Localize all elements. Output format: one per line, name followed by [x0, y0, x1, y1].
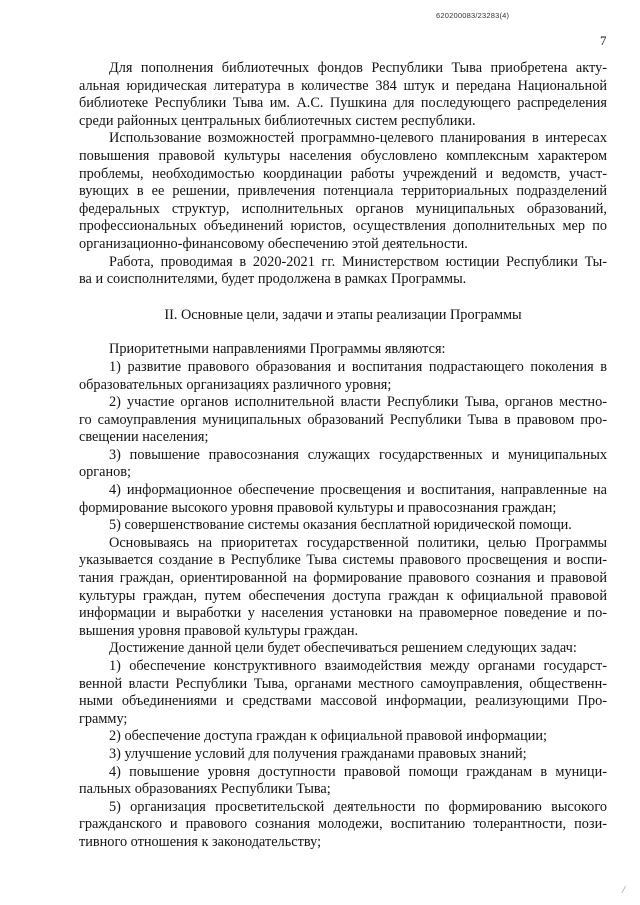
text-line: 1) развитие правового образования и воспитания подрастающего поколения в	[109, 358, 607, 375]
page-number: 7	[600, 33, 607, 48]
text-line: органов;	[79, 464, 132, 481]
main-section	[79, 341, 607, 851]
document-body	[79, 60, 607, 852]
text-line: 5) организация просветительской деятельности по формированию высокого	[109, 798, 607, 815]
text-line: Достижение данной цели будет обеспечиваться решением следующих задач:	[109, 640, 577, 657]
paragraph	[79, 254, 607, 289]
text-line: 3) улучшение условий для получения гражданами правовых знаний;	[109, 745, 527, 762]
text-line: альная юридическая литература в количестве 384 штук и передана Национальной	[79, 77, 607, 94]
text-line: среди районных центральных библиотечных систем республики.	[79, 112, 476, 129]
paragraph	[79, 60, 607, 130]
text-line: венной власти Республики Тыва, органами местного самоуправления, общественн-	[79, 675, 607, 692]
text-line: повышения правовой культуры населения обусловлено комплексным характером	[79, 147, 607, 164]
text-line: 4) повышение уровня доступности правовой помощи гражданам в муници-	[109, 763, 607, 780]
paragraph	[79, 640, 607, 658]
text-line: библиотеке Республики Тыва им. А.С. Пушкина для последующего распределения	[79, 95, 607, 112]
text-line: профессиональных объединений юристов, осуществления дополнительных мер по	[79, 218, 607, 235]
text-line: образовательных организациях различного уровня;	[79, 376, 392, 393]
text-line: организационно-финансовому обеспечению этой деятельности.	[79, 235, 468, 252]
text-line: 4) информационное обеспечение просвещения и воспитания, направленные на	[109, 482, 607, 499]
text-line: свещении населения;	[79, 429, 209, 446]
text-line: ва и соисполнителями, будет продолжена в рамках Программы.	[79, 271, 467, 288]
text-line: федеральных структур, исполнительных органов муниципальных образований,	[79, 200, 607, 217]
paragraph	[79, 746, 607, 764]
paragraph	[79, 517, 607, 535]
paragraph	[79, 799, 607, 852]
text-line: формирование высокого уровня правовой культуры и правосознания граждан;	[79, 499, 557, 516]
text-line: 2) обеспечение доступа граждан к официальной правовой информации;	[109, 728, 548, 745]
text-line: пальных образованиях Республики Тыва;	[79, 781, 331, 798]
paragraph	[79, 359, 607, 394]
text-line: тания граждан, ориентированной на формирование правового сознания и правовой	[79, 570, 607, 587]
text-line: 1) обеспечение конструктивного взаимодействия между органами государст-	[109, 658, 607, 674]
margin-mark: /	[622, 884, 626, 896]
text-line: тивного отношения к законодательству;	[79, 833, 322, 850]
text-line: 5) совершенствование системы оказания бесплатной юридической помощи.	[109, 517, 572, 534]
paragraph	[79, 130, 607, 253]
text-line: проблемы, необходимостью координации работы учреждений и ведомств, участ-	[79, 165, 607, 182]
text-line: культуры граждан, путем обеспечения доступа граждан к официальной правовой	[79, 587, 607, 604]
text-line: Основываясь на приоритетах государственной политики, целью Программы	[109, 534, 607, 551]
paragraph	[79, 482, 607, 517]
text-line: Для пополнения библиотечных фондов Республики Тыва приобретена акту-	[109, 60, 607, 76]
text-line: ными объединениями и средствами массовой информации, реализующими Про-	[79, 693, 607, 710]
document-id: 620200083/23283(4)	[436, 11, 510, 20]
paragraph	[79, 394, 607, 447]
text-line: 2) участие органов исполнительной власти Республики Тыва, органов местно-	[109, 394, 607, 411]
paragraph	[79, 728, 607, 746]
text-line: го самоуправления муниципальных образований Республики Тыва в правовом про-	[79, 411, 607, 428]
paragraph	[79, 341, 607, 359]
section-heading: II. Основные цели, задачи и этапы реализации Программы	[164, 306, 522, 323]
text-line: Использование возможностей программно-целевого планирования в интересах	[109, 130, 607, 147]
intro-section	[79, 60, 607, 289]
paragraph	[79, 658, 607, 728]
text-line: информации и выработки у населения установки на правомерное поведение и по-	[79, 605, 607, 622]
paragraph	[79, 535, 607, 641]
text-line: Работа, проводимая в 2020-2021 гг. Министерством юстиции Республики Ты-	[109, 253, 607, 270]
text-line: указывается создание в Республике Тыва системы правового просвещения и воспи-	[79, 552, 607, 569]
text-line: 3) повышение правосознания служащих государственных и муниципальных	[109, 446, 607, 463]
text-line: грамму;	[79, 710, 128, 727]
text-line: вышения уровня правовой культуры граждан.	[79, 622, 359, 639]
text-line: гражданского и правового сознания молодежи, воспитанию толерантности, пози-	[79, 816, 607, 833]
text-line: вующих в ее решении, привлечения потенциала территориальных подразделений	[79, 183, 607, 200]
paragraph	[79, 764, 607, 799]
text-line: Приоритетными направлениями Программы являются:	[109, 341, 446, 358]
paragraph	[79, 447, 607, 482]
